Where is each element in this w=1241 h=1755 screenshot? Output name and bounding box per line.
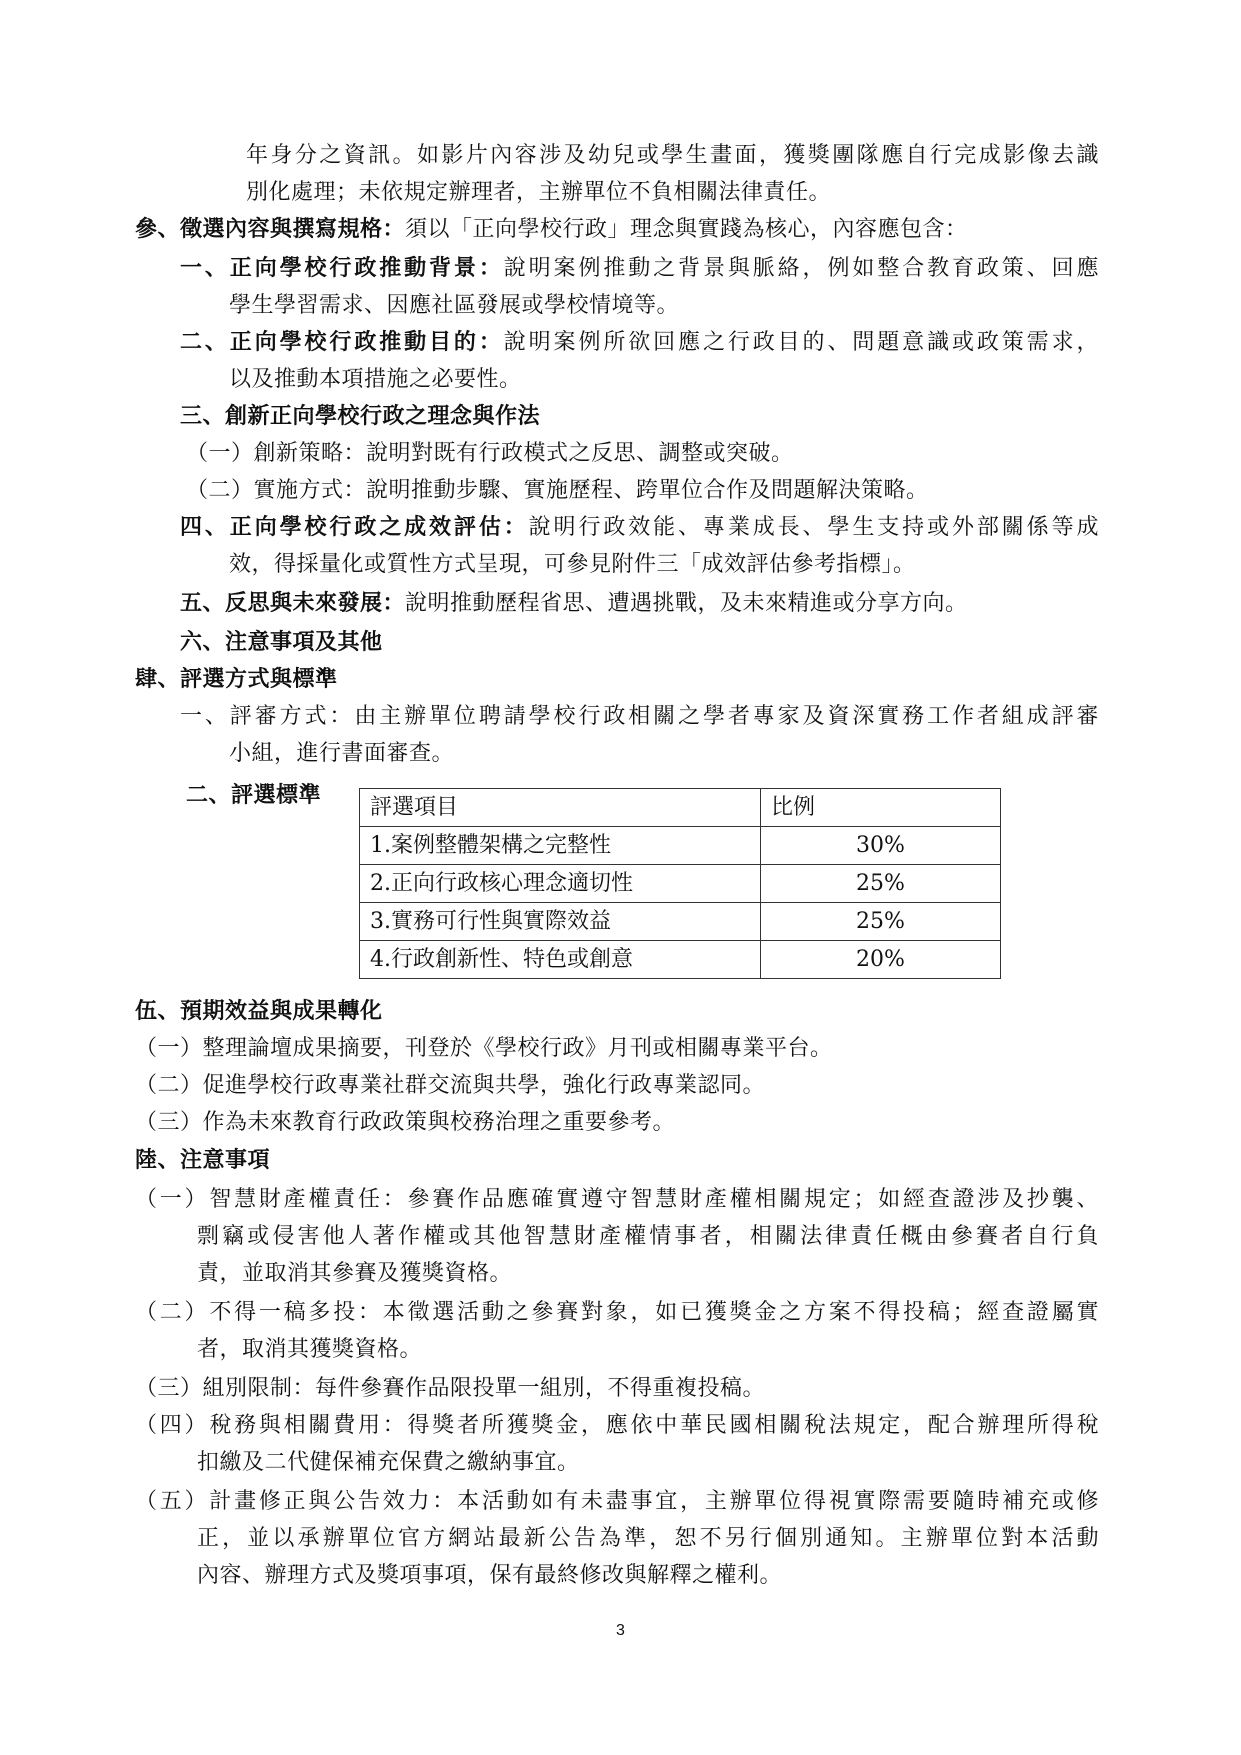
table-header-item: 評選項目 [360, 789, 761, 827]
sec3-item-5-heading: 五、反思與未來發展： [180, 591, 406, 616]
table-cell-ratio: 20% [761, 941, 1001, 979]
sec3-item-4-cont: 效，得採量化或質性方式呈現，可參見附件三「成效評估參考指標」。 [229, 552, 916, 577]
sec3-item-1 [180, 253, 1099, 285]
table-cell-ratio: 25% [761, 903, 1001, 941]
sec6-note-1-cont: 剽竊或侵害他人著作權或其他智慧財產權情事者，相關法律責任概由參賽者自行負 [197, 1224, 1099, 1249]
sec6-note-1: （一）智慧財產權責任：參賽作品應確實遵守智慧財產權相關規定；如經查證涉及抄襲、 [135, 1187, 1099, 1212]
section-6-heading: 陸、注意事項 [135, 1148, 271, 1173]
sec3-item-3-heading: 三、創新正向學校行政之理念與作法 [180, 404, 541, 429]
page-number: 3 [616, 1622, 625, 1639]
sec6-note-3: （三）組別限制：每件參賽作品限投單一組別，不得重複投稿。 [135, 1376, 766, 1401]
sec3-item-4 [180, 512, 1099, 544]
sec3-item-4-text: 說明行政效能、專業成長、學生支持或外部關係等成 [528, 515, 1099, 540]
table-cell-item: 2.正向行政核心理念適切性 [360, 865, 761, 903]
sec3-item-5-text: 說明推動歷程省思、遭遇挑戰，及未來精進或分享方向。 [405, 591, 968, 616]
sec3-item-1-text: 說明案例推動之背景與脈絡，例如整合教育政策、回應 [503, 256, 1099, 281]
sec6-note-5-cont: 內容、辦理方式及獎項事項，保有最終修改與解釋之權利。 [197, 1563, 783, 1588]
sec3-item-4-heading: 四、正向學校行政之成效評估： [180, 515, 529, 540]
table-header-row [360, 789, 1001, 827]
table-row [360, 865, 1001, 903]
table-cell-item: 4.行政創新性、特色或創意 [360, 941, 761, 979]
sec5-item: （一）整理論壇成果摘要，刊登於《學校行政》月刊或相關專業平台。 [135, 1036, 833, 1061]
sec6-note-5-cont: 正，並以承辦單位官方網站最新公告為準，恕不另行個別通知。主辦單位對本活動 [197, 1526, 1099, 1551]
continued-text-line: 年身分之資訊。如影片內容涉及幼兒或學生畫面，獲獎團隊應自行完成影像去識 [246, 143, 1099, 168]
table-cell-item: 1.案例整體架構之完整性 [360, 827, 761, 865]
table-header-ratio: 比例 [761, 789, 1001, 827]
table-row [360, 903, 1001, 941]
sec3-item-1-heading: 一、正向學校行政推動背景： [180, 256, 504, 281]
sec3-item-5 [180, 588, 1241, 620]
sec6-note-1-cont: 責，並取消其參賽及獲獎資格。 [197, 1261, 513, 1286]
sec3-item-2-text: 說明案例所欲回應之行政目的、問題意識或政策需求， [503, 330, 1099, 355]
table-cell-ratio: 25% [761, 865, 1001, 903]
continued-text-line: 別化處理；未依規定辦理者，主辦單位不負相關法律責任。 [246, 180, 832, 205]
sec4-item-1: 一、評審方式：由主辦單位聘請學校行政相關之學者專家及資深實務工作者組成評審 [180, 704, 1099, 729]
section-3-heading: 參、徵選內容與撰寫規格： [135, 217, 406, 242]
sec5-item: （三）作為未來教育行政政策與校務治理之重要參考。 [135, 1110, 676, 1135]
sec6-note-2: （二）不得一稿多投：本徵選活動之參賽對象，如已獲獎金之方案不得投稿；經查證屬實 [135, 1300, 1099, 1325]
sec6-note-4-cont: 扣繳及二代健保補充保費之繳納事宜。 [197, 1450, 580, 1475]
table-row [360, 827, 1001, 865]
table-cell-ratio: 30% [761, 827, 1001, 865]
criteria-table [359, 788, 1001, 979]
sec3-item-3-sub-1: （一）創新策略：說明對既有行政模式之反思、調整或突破。 [186, 441, 794, 466]
sec3-item-6-heading: 六、注意事項及其他 [180, 630, 383, 655]
sec6-note-2-cont: 者，取消其獲獎資格。 [197, 1337, 423, 1362]
sec3-item-3-sub-2: （二）實施方式：說明推動步驟、實施歷程、跨單位合作及問題解決策略。 [186, 478, 929, 503]
sec3-item-1-cont: 學生學習需求、因應社區發展或學校情境等。 [229, 293, 680, 318]
sec3-item-2-cont: 以及推動本項措施之必要性。 [229, 367, 522, 392]
table-row [360, 941, 1001, 979]
sec3-item-2-heading: 二、正向學校行政推動目的： [180, 330, 504, 355]
sec6-note-4: （四）稅務與相關費用：得獎者所獲獎金，應依中華民國相關稅法規定，配合辦理所得稅 [135, 1413, 1099, 1438]
section-4-heading: 肆、評選方式與標準 [135, 667, 338, 692]
section-5-heading: 伍、預期效益與成果轉化 [135, 999, 383, 1024]
sec3-item-2 [180, 327, 1099, 359]
sec6-note-5: （五）計畫修正與公告效力：本活動如有未盡事宜，主辦單位得視實際需要隨時補充或修 [135, 1489, 1099, 1514]
sec5-item: （二）促進學校行政專業社群交流與共學，強化行政專業認同。 [135, 1073, 766, 1098]
sec4-item-2-heading: 二、評選標準 [186, 783, 322, 808]
section-3 [135, 214, 1241, 246]
section-3-intro: 須以「正向學校行政」理念與實踐為核心，內容應包含： [405, 217, 968, 242]
table-cell-item: 3.實務可行性與實際效益 [360, 903, 761, 941]
sec4-item-1-cont: 小組，進行書面審查。 [229, 741, 455, 766]
